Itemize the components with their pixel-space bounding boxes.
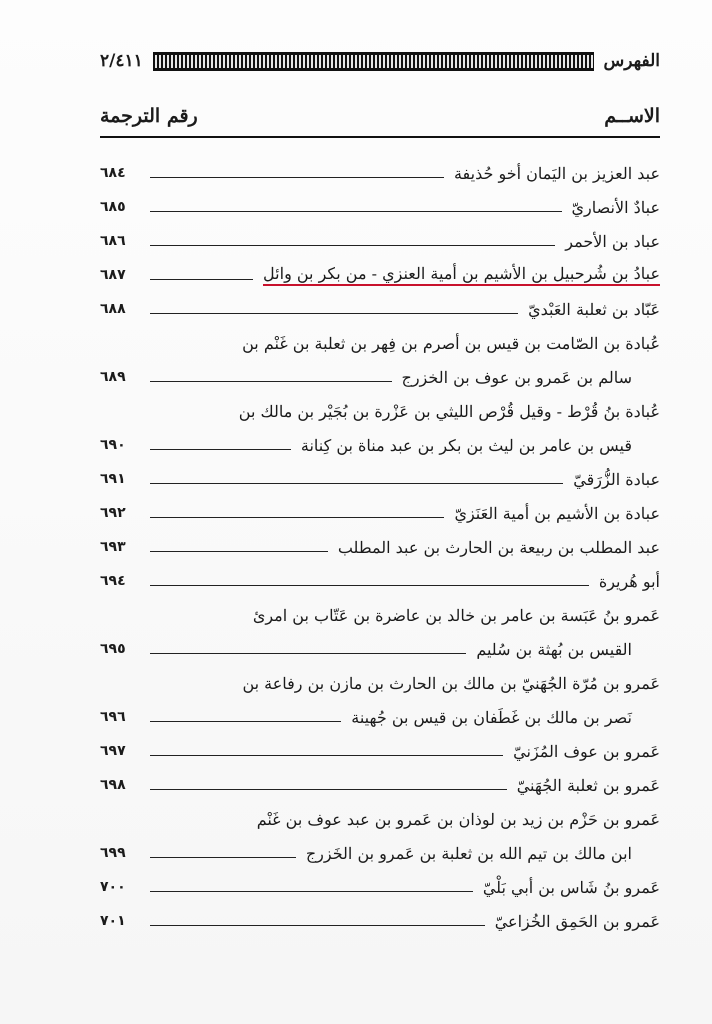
index-entry — [100, 870, 660, 904]
entry-name: عَمرو بن حَزْم بن زيد بن لوذان بن عَمرو بن عبد عوف بن غَنْم — [256, 809, 660, 829]
header-rule — [153, 52, 594, 71]
dotted-leader — [150, 381, 392, 382]
name-column-label: الاســم — [604, 105, 660, 127]
entry-name: عبادُ بن شُرحبيل بن الأشيم بن أمية العنزي - من بكر بن وائل — [263, 264, 660, 286]
entry-number: ٦٩٠ — [100, 437, 126, 453]
index-entry — [100, 462, 660, 496]
entry-name: عبادٌ الأنصاريّ — [571, 197, 660, 217]
entry-name: عبد العزيز بن اليَمان أخو حُذيفة — [453, 163, 660, 183]
index-entry — [100, 190, 660, 224]
dotted-leader — [150, 551, 328, 552]
header-title: الفهرس — [603, 51, 660, 71]
entry-name: عَمرو بن ثعلبة الجُهَنيّ — [516, 775, 660, 795]
dotted-leader — [150, 653, 466, 654]
entry-line — [100, 598, 660, 632]
dotted-leader — [150, 891, 473, 892]
dotted-leader — [150, 245, 555, 246]
entry-line — [100, 326, 660, 360]
entry-number: ٦٨٤ — [100, 165, 126, 181]
index-entry — [100, 598, 660, 666]
entry-number: ٧٠١ — [100, 913, 126, 929]
dotted-leader — [150, 925, 485, 926]
entry-line — [100, 530, 660, 564]
entry-line — [100, 292, 660, 326]
entry-line — [100, 258, 660, 292]
entry-line — [100, 190, 660, 224]
entry-line — [100, 360, 660, 394]
entry-number: ٦٨٧ — [100, 267, 126, 283]
entry-line — [100, 802, 660, 836]
entry-name: عَمرو بنُ عَبَسة بن عامر بن خالد بن عاضرة بن عَتّاب بن امرئ — [252, 605, 660, 625]
index-entry — [100, 394, 660, 462]
entry-number: ٦٩٢ — [100, 505, 126, 521]
page-header — [100, 46, 660, 76]
header-divider — [100, 136, 660, 138]
index-entry — [100, 734, 660, 768]
entry-number: ٦٩٧ — [100, 743, 126, 759]
index-entry — [100, 224, 660, 258]
entry-name: عَمرو بنُ شَاس بن أبي بَلْيّ — [482, 877, 660, 897]
entry-name: عباد بن الأحمر — [565, 231, 660, 251]
entry-number: ٦٩٣ — [100, 539, 126, 555]
entry-line — [100, 700, 660, 734]
dotted-leader — [150, 585, 589, 586]
dotted-leader — [150, 517, 444, 518]
dotted-leader — [150, 721, 341, 722]
entry-line — [100, 632, 660, 666]
entry-line — [100, 496, 660, 530]
dotted-leader — [150, 313, 518, 314]
entry-line — [100, 224, 660, 258]
entry-number: ٦٩٩ — [100, 845, 126, 861]
entry-line — [100, 156, 660, 190]
page-number: ٢/٤١١ — [100, 51, 143, 71]
entry-line — [100, 462, 660, 496]
entry-line — [100, 564, 660, 598]
entry-line — [100, 428, 660, 462]
entry-line — [100, 836, 660, 870]
entry-name: عَمرو بن مُرّة الجُهَنيّ بن مالك بن الحارث بن مازن بن رفاعة بن — [242, 673, 660, 693]
index-entry — [100, 904, 660, 938]
entry-name: نَصر بن مالك بن غَطَفان بن قيس بن جُهينة — [351, 707, 632, 727]
entry-name: عبادة بن الأشيم بن أمية العَنَزيّ — [454, 503, 660, 523]
index-entry — [100, 258, 660, 292]
dotted-leader — [150, 755, 503, 756]
dotted-leader — [150, 857, 296, 858]
entry-name: عَبّاد بن ثعلبة العَبْديّ — [528, 299, 660, 319]
entry-number: ٦٨٨ — [100, 301, 126, 317]
entry-name: عُبادة بنُ قُرْط - وقيل قُرْص الليثي بن عَزْرة بن بُجَيْر بن مالك بن — [238, 401, 660, 421]
entry-name: ابن مالك بن تيم الله بن ثعلبة بن عَمرو بن الخَزرج — [305, 843, 632, 863]
entry-number: ٦٩١ — [100, 471, 126, 487]
entry-name: عُبادة بن الصّامت بن قيس بن أصرم بن فِهر بن ثعلبة بن غَنْم بن — [242, 333, 660, 353]
entry-number: ٦٨٩ — [100, 369, 126, 385]
entries-list — [100, 156, 660, 938]
index-entry — [100, 802, 660, 870]
entry-name: القيس بن بُهثة بن سُليم — [476, 639, 632, 659]
entry-number: ٦٩٤ — [100, 573, 126, 589]
entry-name: عبادة الزُّرَقيّ — [573, 469, 660, 489]
entry-line — [100, 734, 660, 768]
index-entry — [100, 292, 660, 326]
entry-line — [100, 666, 660, 700]
dotted-leader — [150, 211, 562, 212]
entry-number: ٦٨٦ — [100, 233, 126, 249]
entry-name: عبد المطلب بن ربيعة بن الحارث بن عبد المطلب — [337, 537, 660, 557]
index-entry — [100, 326, 660, 394]
dotted-leader — [150, 789, 507, 790]
index-entry — [100, 768, 660, 802]
entry-line — [100, 394, 660, 428]
entry-number: ٦٩٥ — [100, 641, 126, 657]
entry-line — [100, 904, 660, 938]
entry-name: عَمرو بن الحَمِق الخُزاعيّ — [494, 911, 660, 931]
index-entry — [100, 666, 660, 734]
entry-number: ٦٩٦ — [100, 709, 126, 725]
entry-line — [100, 768, 660, 802]
index-entry — [100, 564, 660, 598]
dotted-leader — [150, 483, 563, 484]
entry-number: ٦٨٥ — [100, 199, 126, 215]
index-entry — [100, 496, 660, 530]
dotted-leader — [150, 177, 444, 178]
entry-number: ٧٠٠ — [100, 879, 126, 895]
entry-number: ٦٩٨ — [100, 777, 126, 793]
number-column-label: رقم الترجمة — [100, 105, 198, 127]
index-entry — [100, 156, 660, 190]
dotted-leader — [150, 279, 253, 280]
index-entry — [100, 530, 660, 564]
dotted-leader — [150, 449, 291, 450]
entry-name: سالم بن عَمرو بن عوف بن الخزرج — [401, 367, 632, 387]
entry-name: عَمرو بن عوف المُزَنيّ — [513, 741, 660, 761]
entry-name: قيس بن عامر بن ليث بن بكر بن عبد مناة بن كِنانة — [300, 435, 632, 455]
column-headers — [100, 100, 660, 132]
entry-name: أبو هُريرة — [598, 571, 660, 591]
entry-line — [100, 870, 660, 904]
